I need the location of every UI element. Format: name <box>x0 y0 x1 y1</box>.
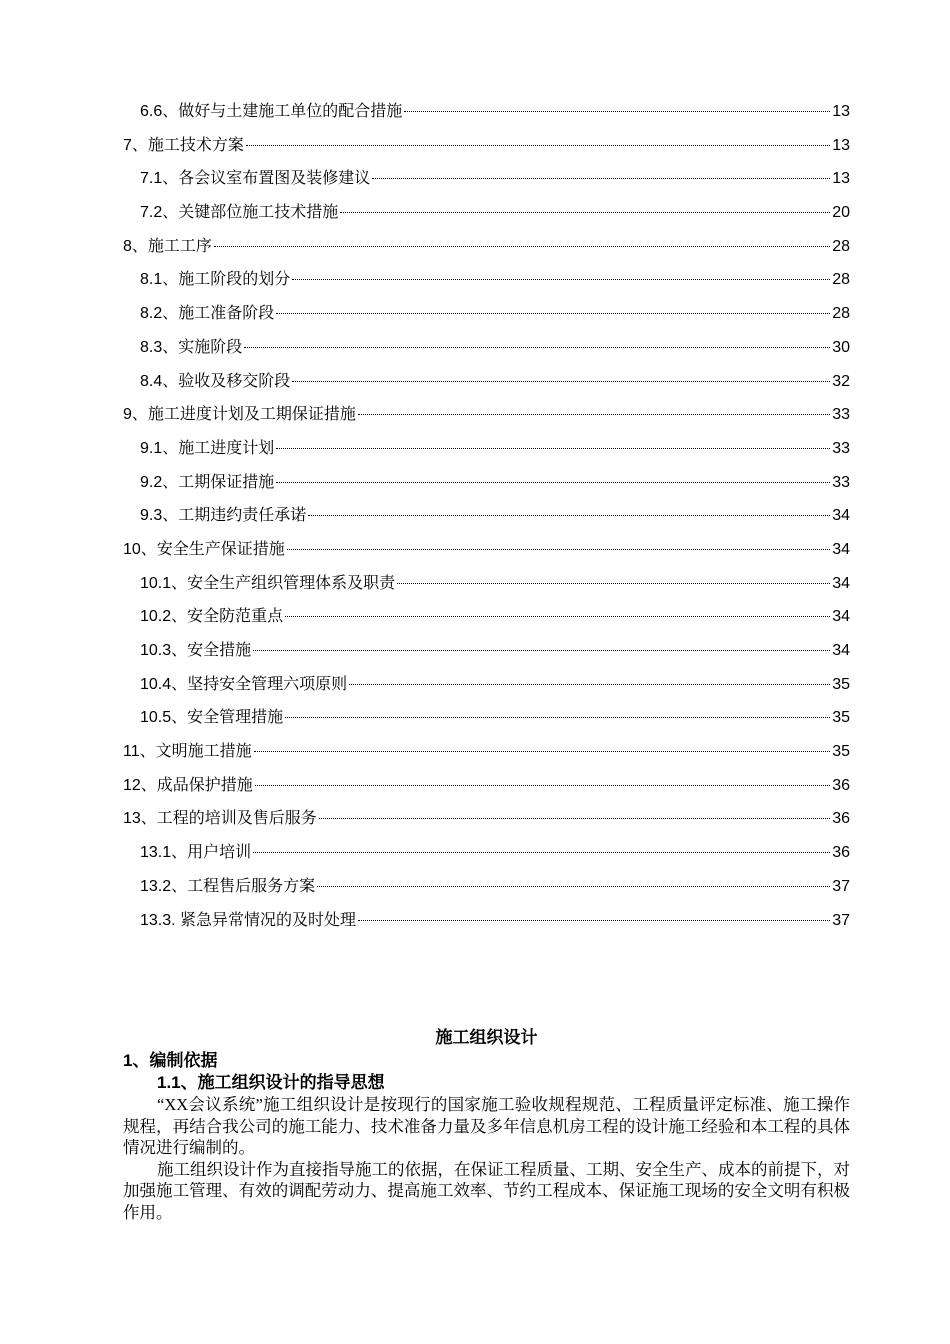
toc-entry-page: 28 <box>832 237 850 255</box>
toc-entry-label: 10.3、安全措施 <box>140 642 252 659</box>
toc-entry-page: 34 <box>832 574 850 592</box>
toc-entry[interactable] <box>123 337 850 371</box>
toc-dot-leader <box>358 414 830 415</box>
document-body <box>123 1026 850 1223</box>
toc-dot-leader <box>246 145 830 146</box>
toc-entry-page: 34 <box>832 608 850 626</box>
toc-dot-leader <box>349 684 830 685</box>
toc-entry-label: 8.4、验收及移交阶段 <box>140 372 291 390</box>
toc-entry[interactable] <box>123 539 850 573</box>
toc-dot-leader <box>404 111 830 112</box>
toc-entry-label: 13.2、工程售后服务方案 <box>140 877 316 895</box>
toc-entry[interactable] <box>123 101 850 135</box>
toc-entry-page: 34 <box>832 540 850 558</box>
toc-entry[interactable] <box>123 707 850 741</box>
toc-entry-label: 8.3、实施阶段 <box>140 338 243 356</box>
toc-entry-page: 35 <box>832 743 850 761</box>
toc-entry-page: 33 <box>832 439 850 457</box>
toc-entry-page: 28 <box>832 271 850 289</box>
toc-dot-leader <box>276 313 830 314</box>
toc-dot-leader <box>397 583 830 584</box>
toc-entry[interactable] <box>123 404 850 438</box>
toc-entry-label: 10.1、安全生产组织管理体系及职责 <box>140 574 396 592</box>
toc-entry[interactable] <box>123 640 850 674</box>
toc-entry-page: 36 <box>832 810 850 828</box>
toc-entry-label: 8.2、施工准备阶段 <box>140 305 275 323</box>
toc-entry-label: 9.1、施工进度计划 <box>140 439 275 457</box>
toc-entry[interactable] <box>123 472 850 506</box>
toc-entry-label: 13、工程的培训及售后服务 <box>123 810 317 828</box>
toc-dot-leader <box>292 279 830 280</box>
toc-dot-leader <box>285 717 830 718</box>
toc-entry-page: 33 <box>832 473 850 491</box>
toc-entry-page: 36 <box>832 776 850 794</box>
toc-entry[interactable] <box>123 573 850 607</box>
toc-entry-label: 7.1、各会议室布置图及装修建议 <box>140 170 371 188</box>
toc-entry-page: 34 <box>832 642 850 659</box>
toc-entry-page: 28 <box>832 305 850 323</box>
toc-entry-page: 13 <box>832 103 850 120</box>
toc-entry-label: 6.6、做好与土建施工单位的配合措施 <box>140 103 403 120</box>
toc-entry[interactable] <box>123 202 850 236</box>
toc-entry-label: 10、安全生产保证措施 <box>123 540 285 558</box>
toc-dot-leader <box>340 212 830 213</box>
toc-dot-leader <box>372 178 830 179</box>
toc-entry[interactable] <box>123 876 850 910</box>
toc-entry-page: 20 <box>832 204 850 222</box>
toc-dot-leader <box>319 818 830 819</box>
toc-entry-page: 30 <box>832 338 850 356</box>
toc-dot-leader <box>253 650 830 651</box>
toc-entry[interactable] <box>123 371 850 405</box>
toc-entry-label: 9.3、工期违约责任承诺 <box>140 507 307 525</box>
subsection-heading: 1.1、施工组织设计的指导思想 <box>157 1073 385 1092</box>
toc-entry[interactable] <box>123 505 850 539</box>
toc-entry-label: 9.2、工期保证措施 <box>140 473 275 491</box>
toc-entry[interactable] <box>123 775 850 809</box>
toc-entry-label: 7、施工技术方案 <box>123 136 244 154</box>
toc-entry-page: 33 <box>832 406 850 424</box>
toc-entry-label: 10.4、坚持安全管理六项原则 <box>140 675 348 693</box>
toc-dot-leader <box>244 347 830 348</box>
toc-entry-page: 13 <box>832 170 850 188</box>
toc-entry-label: 12、成品保护措施 <box>123 776 253 794</box>
table-of-contents <box>123 101 850 943</box>
toc-entry-page: 37 <box>832 911 850 929</box>
toc-entry[interactable] <box>123 741 850 775</box>
toc-dot-leader <box>214 246 830 247</box>
toc-dot-leader <box>254 751 831 752</box>
toc-entry[interactable] <box>123 168 850 202</box>
toc-entry-page: 34 <box>832 507 850 525</box>
toc-dot-leader <box>285 616 830 617</box>
toc-dot-leader <box>308 515 830 516</box>
section-heading: 1、编制依据 <box>123 1051 218 1070</box>
toc-entry-page: 36 <box>832 844 850 862</box>
body-paragraph: “XX会议系统”施工组织设计是按现行的国家施工验收规程规范、工程质量评定标准、施工操作规程，再结合我公司的施工能力、技术准备力量及多年信息机房工程的设计施工经验和本工程的具体情况进行编制的。 <box>123 1095 850 1157</box>
toc-entry-label: 13.1、用户培训 <box>140 844 252 862</box>
toc-entry-page: 35 <box>832 709 850 727</box>
toc-dot-leader <box>292 381 830 382</box>
toc-entry-page: 37 <box>832 877 850 895</box>
toc-entry-label: 7.2、关键部位施工技术措施 <box>140 204 339 222</box>
toc-entry[interactable] <box>123 910 850 944</box>
document-title: 施工组织设计 <box>435 1028 538 1047</box>
toc-entry[interactable] <box>123 236 850 270</box>
toc-dot-leader <box>358 920 830 921</box>
toc-entry-page: 35 <box>832 675 850 693</box>
body-paragraph: 施工组织设计作为直接指导施工的依据，在保证工程质量、工期、安全生产、成本的前提下，对加强施工管理、有效的调配劳动力、提高施工效率、节约工程成本、保证施工现场的安全文明有积极作用。 <box>123 1159 850 1222</box>
toc-entry-page: 13 <box>832 136 850 154</box>
toc-entry-label: 9、施工进度计划及工期保证措施 <box>123 406 356 424</box>
toc-dot-leader <box>317 886 830 887</box>
toc-dot-leader <box>276 482 830 483</box>
toc-entry[interactable] <box>123 303 850 337</box>
toc-entry-label: 10.5、安全管理措施 <box>140 709 284 727</box>
toc-entry-page: 32 <box>832 372 850 390</box>
toc-entry[interactable] <box>123 674 850 708</box>
toc-dot-leader <box>253 852 830 853</box>
toc-entry[interactable] <box>123 438 850 472</box>
toc-entry-label: 10.2、安全防范重点 <box>140 608 284 626</box>
toc-dot-leader <box>276 448 830 449</box>
toc-entry[interactable] <box>123 135 850 169</box>
toc-entry[interactable] <box>123 606 850 640</box>
toc-entry[interactable] <box>123 269 850 303</box>
toc-entry-label: 13.3. 紧急异常情况的及时处理 <box>140 911 357 929</box>
toc-entry-label: 11、文明施工措施 <box>123 743 252 761</box>
toc-entry[interactable] <box>123 808 850 842</box>
toc-entry-label: 8、施工工序 <box>123 237 212 255</box>
toc-entry[interactable] <box>123 842 850 876</box>
toc-dot-leader <box>287 549 830 550</box>
toc-entry-label: 8.1、施工阶段的划分 <box>140 271 291 289</box>
toc-dot-leader <box>255 785 830 786</box>
